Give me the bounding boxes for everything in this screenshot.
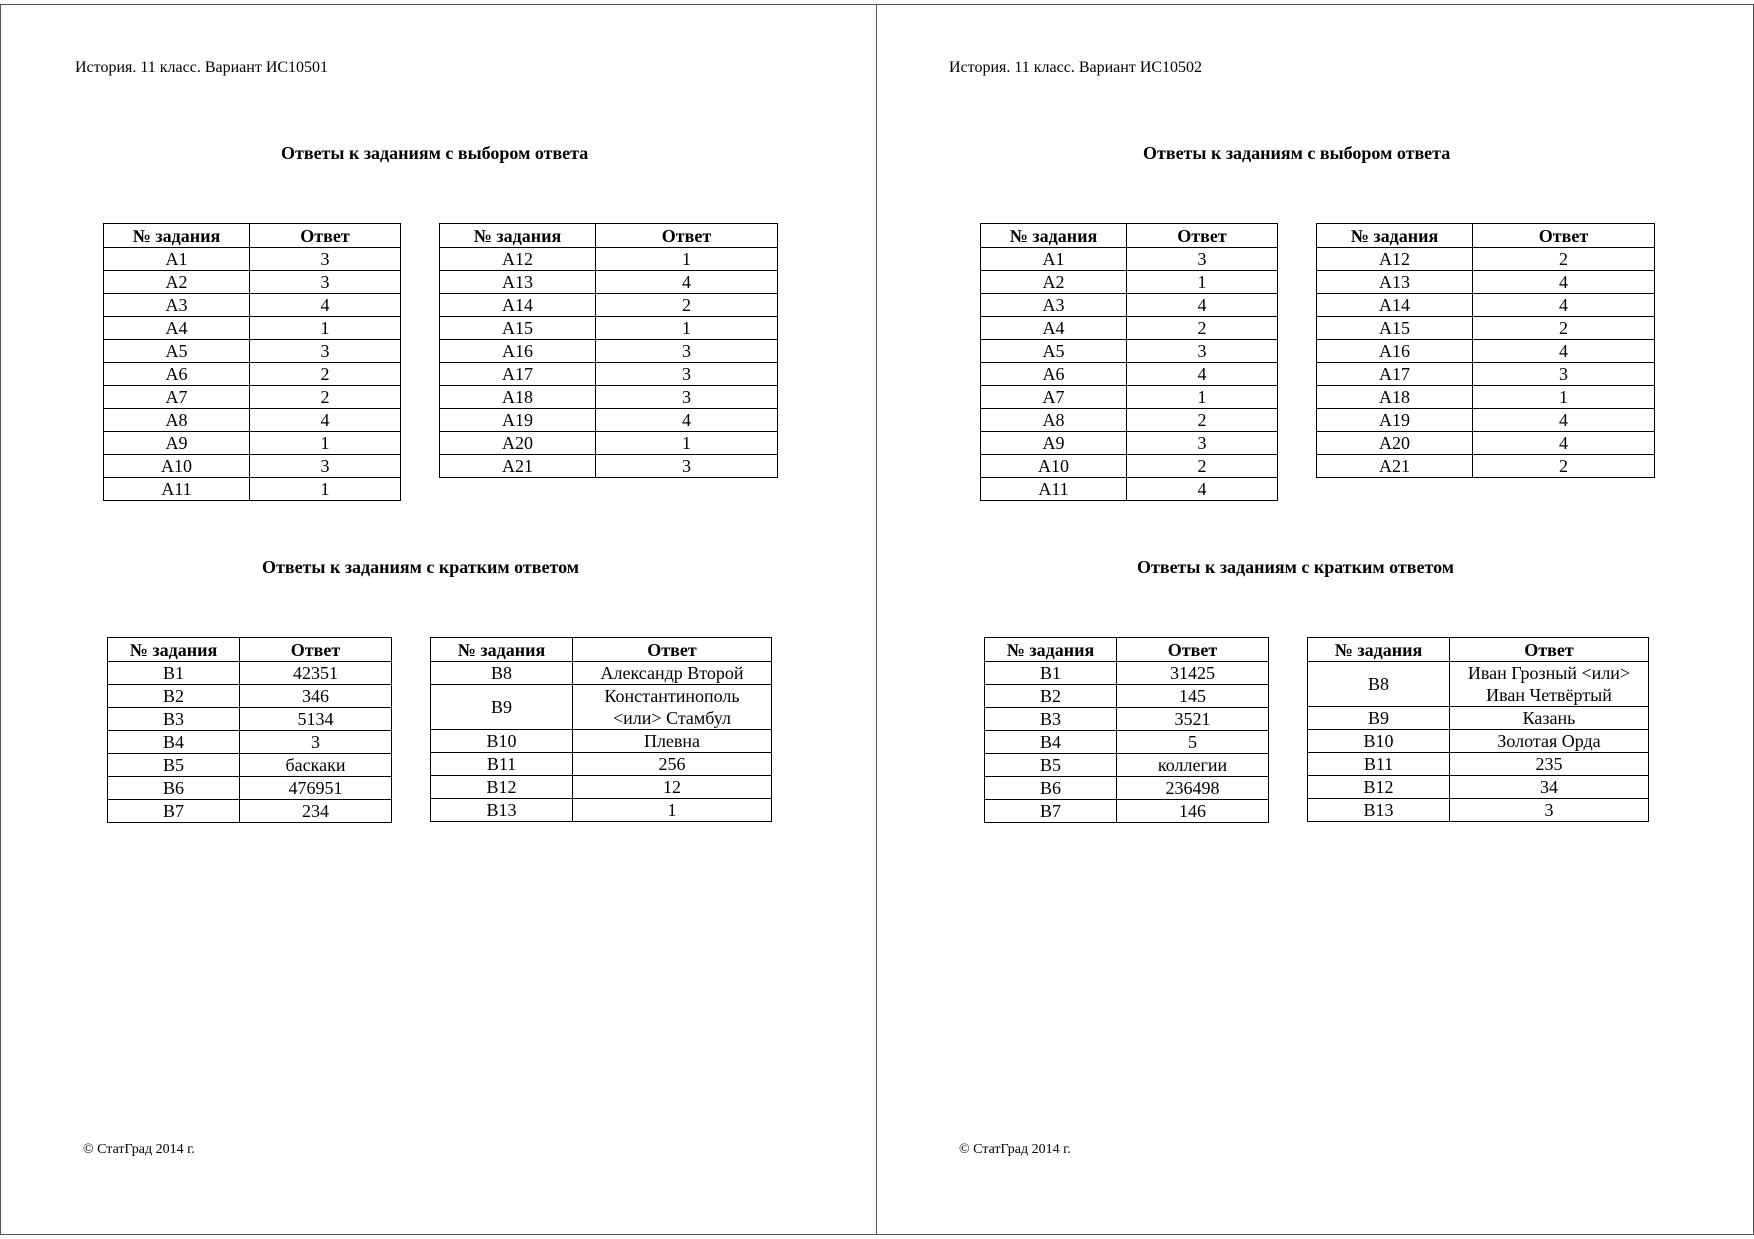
answer-cell: 4 [250,409,401,432]
task-number-cell: B13 [431,799,573,822]
table-row [108,662,392,685]
header-task-number: № задания [431,638,573,662]
task-number-cell: A2 [981,271,1127,294]
answer-cell: 3 [1127,248,1278,271]
task-number-cell: B8 [431,662,573,685]
section-a-title: Ответы к заданиям с выбором ответа [1143,143,1451,163]
table-header-row [1308,638,1649,662]
task-number-cell: A15 [1317,317,1473,340]
table-row [1308,730,1649,753]
answer-cell: 31425 [1117,662,1269,685]
answer-cell: 4 [596,409,778,432]
answer-cell: 4 [1473,271,1655,294]
task-number-cell: B11 [1308,753,1450,776]
answer-cell: 3 [596,363,778,386]
table-header-row [1317,224,1655,248]
answer-cell: 256 [573,753,772,776]
task-number-cell: B4 [985,731,1117,754]
task-number-cell: A9 [981,432,1127,455]
table-row [440,409,778,432]
task-number-cell: B3 [985,708,1117,731]
table-row [431,662,772,685]
answer-cell: 145 [1117,685,1269,708]
answer-cell: 3 [596,455,778,478]
table-row [1317,409,1655,432]
answer-cell: 3 [1127,340,1278,363]
answer-cell: 1 [573,799,772,822]
table-row [981,248,1278,271]
task-number-cell: A4 [981,317,1127,340]
section-b-title: Ответы к заданиям с кратким ответом [262,557,579,577]
task-number-cell: A1 [981,248,1127,271]
task-number-cell: A16 [1317,340,1473,363]
answer-cell: 1 [250,317,401,340]
table-row [440,294,778,317]
task-number-cell: B12 [431,776,573,799]
task-number-cell: A6 [104,363,250,386]
table-row [985,754,1269,777]
answer-cell: 1 [596,248,778,271]
table-row [981,363,1278,386]
answer-cell: 1 [1473,386,1655,409]
table-row [1308,707,1649,730]
table-row [985,731,1269,754]
table-row [981,317,1278,340]
table-a-left [980,223,1278,501]
table-row [981,386,1278,409]
table-row [108,731,392,754]
answer-cell: 3 [1473,363,1655,386]
task-number-cell: B6 [985,777,1117,800]
task-number-cell: A8 [104,409,250,432]
answer-cell: 3 [250,340,401,363]
copyright-footer: © СтатГрад 2014 г. [83,1142,195,1157]
task-number-cell: B8 [1308,662,1450,707]
header-task-number: № задания [981,224,1127,248]
table-row [985,800,1269,823]
table-row [1308,799,1649,822]
answer-cell: 3 [1450,799,1649,822]
task-number-cell: B6 [108,777,240,800]
task-number-cell: A20 [1317,432,1473,455]
table-row [104,271,401,294]
table-row [981,432,1278,455]
table-b-right [1307,637,1649,822]
answer-cell: 2 [1127,455,1278,478]
answer-cell: 4 [596,271,778,294]
answer-cell: Константинополь <или> Стамбул [573,685,772,730]
answer-cell: 2 [1473,317,1655,340]
answer-cell: 1 [250,478,401,501]
table-row [440,432,778,455]
task-number-cell: B2 [108,685,240,708]
task-number-cell: B7 [108,800,240,823]
task-number-cell: A8 [981,409,1127,432]
answer-cell: 1 [596,317,778,340]
table-row [440,340,778,363]
task-number-cell: A14 [1317,294,1473,317]
answer-cell: Иван Грозный <или> Иван Четвёртый [1450,662,1649,707]
table-row [108,754,392,777]
table-row [1317,432,1655,455]
table-row [1308,776,1649,799]
header-answer: Ответ [240,638,392,662]
task-number-cell: A10 [981,455,1127,478]
answer-cell: 2 [1127,317,1278,340]
task-number-cell: B5 [985,754,1117,777]
task-number-cell: A6 [981,363,1127,386]
table-b-right [430,637,772,822]
table-row [440,248,778,271]
task-number-cell: A20 [440,432,596,455]
answer-cell: 146 [1117,800,1269,823]
table-row [104,455,401,478]
answer-cell: 5 [1117,731,1269,754]
answer-cell: 42351 [240,662,392,685]
table-row [104,409,401,432]
task-number-cell: A15 [440,317,596,340]
task-number-cell: B4 [108,731,240,754]
answer-cell: 4 [1473,340,1655,363]
answer-cell: 234 [240,800,392,823]
answer-cell: 4 [1127,363,1278,386]
task-number-cell: A3 [104,294,250,317]
answer-cell: 2 [596,294,778,317]
header-answer: Ответ [1473,224,1655,248]
task-number-cell: A13 [1317,271,1473,294]
table-row [104,432,401,455]
header-task-number: № задания [104,224,250,248]
answer-cell: 2 [250,386,401,409]
table-row [440,386,778,409]
answer-cell: 1 [596,432,778,455]
table-header-row [104,224,401,248]
task-number-cell: A2 [104,271,250,294]
header-task-number: № задания [1308,638,1450,662]
answer-cell: 3 [1127,432,1278,455]
table-row [1317,386,1655,409]
header-task-number: № задания [1317,224,1473,248]
page-variant-2 [876,4,1754,1235]
table-row [985,777,1269,800]
table-row [108,800,392,823]
table-row [1308,662,1649,707]
answer-cell: 4 [1473,409,1655,432]
page-header: История. 11 класс. Вариант ИС10501 [75,59,329,76]
task-number-cell: B3 [108,708,240,731]
header-task-number: № задания [440,224,596,248]
answer-cell: коллегии [1117,754,1269,777]
answer-cell: 2 [1473,248,1655,271]
table-row [985,708,1269,731]
header-task-number: № задания [985,638,1117,662]
table-row [981,478,1278,501]
answer-cell: 1 [1127,271,1278,294]
task-number-cell: A9 [104,432,250,455]
task-number-cell: A19 [1317,409,1473,432]
task-number-cell: B1 [985,662,1117,685]
table-row [1317,248,1655,271]
task-number-cell: A12 [440,248,596,271]
task-number-cell: A7 [104,386,250,409]
table-row [981,455,1278,478]
task-number-cell: A11 [104,478,250,501]
table-row [104,363,401,386]
table-b-left [984,637,1269,823]
answer-cell: 1 [250,432,401,455]
answer-cell: 1 [1127,386,1278,409]
answer-cell: 2 [1473,455,1655,478]
page-header: История. 11 класс. Вариант ИС10502 [949,59,1203,76]
answer-cell: 3 [250,271,401,294]
answer-cell: 5134 [240,708,392,731]
table-a-right [1316,223,1655,478]
task-number-cell: B5 [108,754,240,777]
answer-cell: Плевна [573,730,772,753]
table-header-row [431,638,772,662]
table-row [431,730,772,753]
task-number-cell: A3 [981,294,1127,317]
header-answer: Ответ [250,224,401,248]
header-answer: Ответ [1127,224,1278,248]
task-number-cell: B1 [108,662,240,685]
answer-cell: 2 [250,363,401,386]
task-number-cell: A21 [1317,455,1473,478]
task-number-cell: B10 [1308,730,1450,753]
header-answer: Ответ [1450,638,1649,662]
task-number-cell: A17 [440,363,596,386]
answer-cell: Казань [1450,707,1649,730]
table-row [104,386,401,409]
answer-cell: 236498 [1117,777,1269,800]
answer-cell: 34 [1450,776,1649,799]
task-number-cell: A21 [440,455,596,478]
table-a-left [103,223,401,501]
table-row [1317,271,1655,294]
table-a-right [439,223,778,478]
table-row [104,478,401,501]
table-header-row [108,638,392,662]
table-row [985,662,1269,685]
task-number-cell: A19 [440,409,596,432]
task-number-cell: A16 [440,340,596,363]
table-header-row [440,224,778,248]
table-row [108,777,392,800]
task-number-cell: A1 [104,248,250,271]
table-row [1308,753,1649,776]
table-row [985,685,1269,708]
table-row [104,317,401,340]
task-number-cell: B2 [985,685,1117,708]
table-row [981,409,1278,432]
answer-cell: 3 [596,386,778,409]
table-row [440,317,778,340]
task-number-cell: A14 [440,294,596,317]
answer-cell: Александр Второй [573,662,772,685]
task-number-cell: B11 [431,753,573,776]
answer-cell: 2 [1127,409,1278,432]
header-answer: Ответ [573,638,772,662]
task-number-cell: A12 [1317,248,1473,271]
table-row [981,294,1278,317]
task-number-cell: B7 [985,800,1117,823]
table-row [981,271,1278,294]
table-row [431,753,772,776]
task-number-cell: A17 [1317,363,1473,386]
table-row [1317,455,1655,478]
table-row [440,271,778,294]
answer-cell: 346 [240,685,392,708]
table-header-row [981,224,1278,248]
table-row [108,708,392,731]
task-number-cell: A18 [440,386,596,409]
table-row [431,685,772,730]
section-b-title: Ответы к заданиям с кратким ответом [1137,557,1454,577]
task-number-cell: B13 [1308,799,1450,822]
table-row [1317,363,1655,386]
table-row [104,248,401,271]
task-number-cell: B12 [1308,776,1450,799]
answer-cell: 3 [250,455,401,478]
table-row [431,799,772,822]
section-a-title: Ответы к заданиям с выбором ответа [281,143,589,163]
task-number-cell: A7 [981,386,1127,409]
answer-cell: 476951 [240,777,392,800]
answer-cell: 4 [1127,478,1278,501]
table-row [431,776,772,799]
copyright-footer: © СтатГрад 2014 г. [959,1142,1071,1157]
task-number-cell: A18 [1317,386,1473,409]
table-row [981,340,1278,363]
table-row [440,455,778,478]
answer-cell: Золотая Орда [1450,730,1649,753]
answer-cell: 3 [596,340,778,363]
answer-cell: баскаки [240,754,392,777]
table-row [1317,317,1655,340]
table-row [104,340,401,363]
table-row [1317,294,1655,317]
task-number-cell: A4 [104,317,250,340]
page-variant-1 [0,4,877,1235]
table-row [1317,340,1655,363]
answer-cell: 4 [1473,294,1655,317]
task-number-cell: A5 [104,340,250,363]
table-b-left [107,637,392,823]
task-number-cell: A10 [104,455,250,478]
table-row [440,363,778,386]
answer-cell: 3 [250,248,401,271]
header-task-number: № задания [108,638,240,662]
answer-cell: 4 [1473,432,1655,455]
task-number-cell: A5 [981,340,1127,363]
task-number-cell: B9 [1308,707,1450,730]
answer-cell: 12 [573,776,772,799]
table-header-row [985,638,1269,662]
table-row [104,294,401,317]
task-number-cell: A11 [981,478,1127,501]
answer-cell: 4 [250,294,401,317]
header-answer: Ответ [596,224,778,248]
header-answer: Ответ [1117,638,1269,662]
table-row [108,685,392,708]
answer-cell: 4 [1127,294,1278,317]
task-number-cell: B10 [431,730,573,753]
answer-cell: 235 [1450,753,1649,776]
task-number-cell: A13 [440,271,596,294]
task-number-cell: B9 [431,685,573,730]
answer-cell: 3 [240,731,392,754]
answer-cell: 3521 [1117,708,1269,731]
